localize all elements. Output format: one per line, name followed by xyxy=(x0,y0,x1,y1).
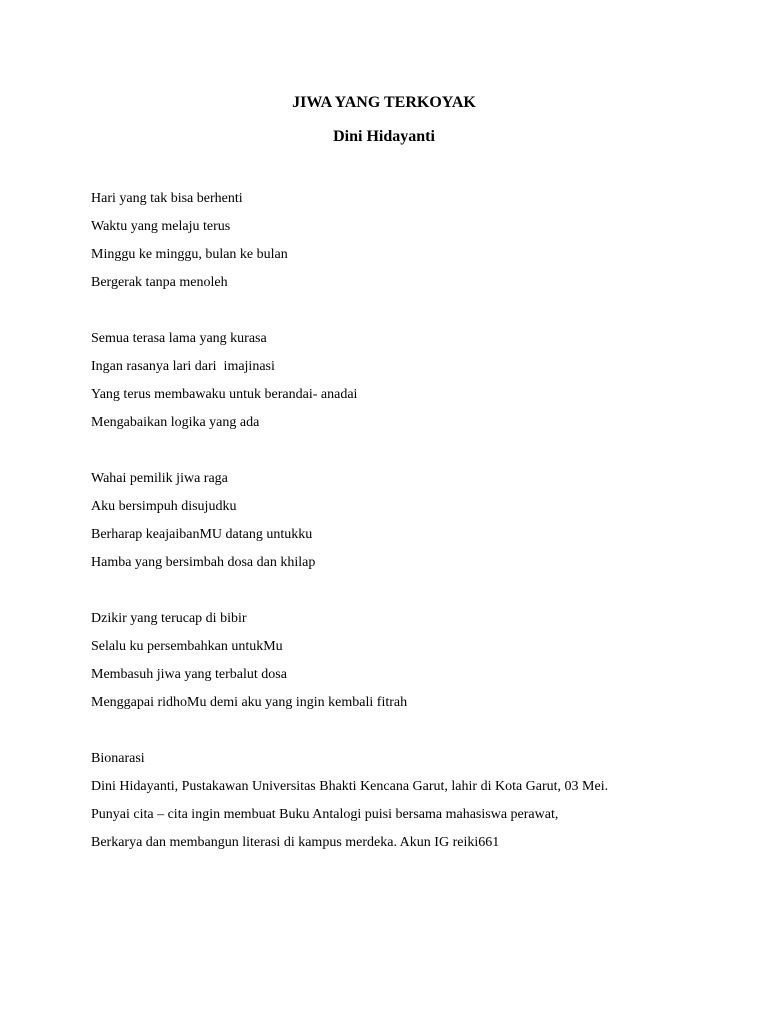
poem-line: Selalu ku persembahkan untukMu xyxy=(91,639,283,654)
poem-line: Yang terus membawaku untuk berandai- anadai xyxy=(91,387,358,402)
bio-line: Berkarya dan membangun literasi di kampus merdeka. Akun IG reiki661 xyxy=(91,835,500,850)
stanza-gap xyxy=(91,580,731,608)
poem-line: Berharap keajaibanMU datang untukku xyxy=(91,527,313,542)
poem-line: Semua terasa lama yang kurasa xyxy=(91,331,267,346)
poem-line: Waktu yang melaju terus xyxy=(91,219,231,234)
poem-line: Hamba yang bersimbah dosa dan khilap xyxy=(91,555,316,570)
poem-line: Bergerak tanpa menoleh xyxy=(91,275,228,290)
poem-line: Hari yang tak bisa berhenti xyxy=(91,191,243,206)
poem-line: Ingan rasanya lari dari imajinasi xyxy=(91,359,275,374)
stanza-gap xyxy=(91,300,731,328)
bio-line: Punyai cita – cita ingin membuat Buku Antalogi puisi bersama mahasiswa perawat, xyxy=(91,807,559,822)
stanza xyxy=(91,468,731,580)
bio-heading: Bionarasi xyxy=(91,751,145,766)
poem-author: Dini Hidayanti xyxy=(333,128,435,145)
bio-section xyxy=(91,748,731,860)
poem-line: Dzikir yang terucap di bibir xyxy=(91,611,247,626)
bio-line: Dini Hidayanti, Pustakawan Universitas Bhakti Kencana Garut, lahir di Kota Garut, 03 Mei. xyxy=(91,779,609,794)
poem-line: Aku bersimpuh disujudku xyxy=(91,499,237,514)
poem-line: Menggapai ridhoMu demi aku yang ingin kembali fitrah xyxy=(91,695,408,710)
poem-line: Minggu ke minggu, bulan ke bulan xyxy=(91,247,288,262)
stanza-gap xyxy=(91,440,731,468)
poem-line: Wahai pemilik jiwa raga xyxy=(91,471,228,486)
stanza xyxy=(91,328,731,440)
stanza-gap xyxy=(91,720,731,748)
poem-title: JIWA YANG TERKOYAK xyxy=(292,94,476,111)
stanza xyxy=(91,608,731,720)
poem-line: Membasuh jiwa yang terbalut dosa xyxy=(91,667,287,682)
poem-body xyxy=(91,188,731,860)
stanza xyxy=(91,188,731,300)
poem-line: Mengabaikan logika yang ada xyxy=(91,415,260,430)
